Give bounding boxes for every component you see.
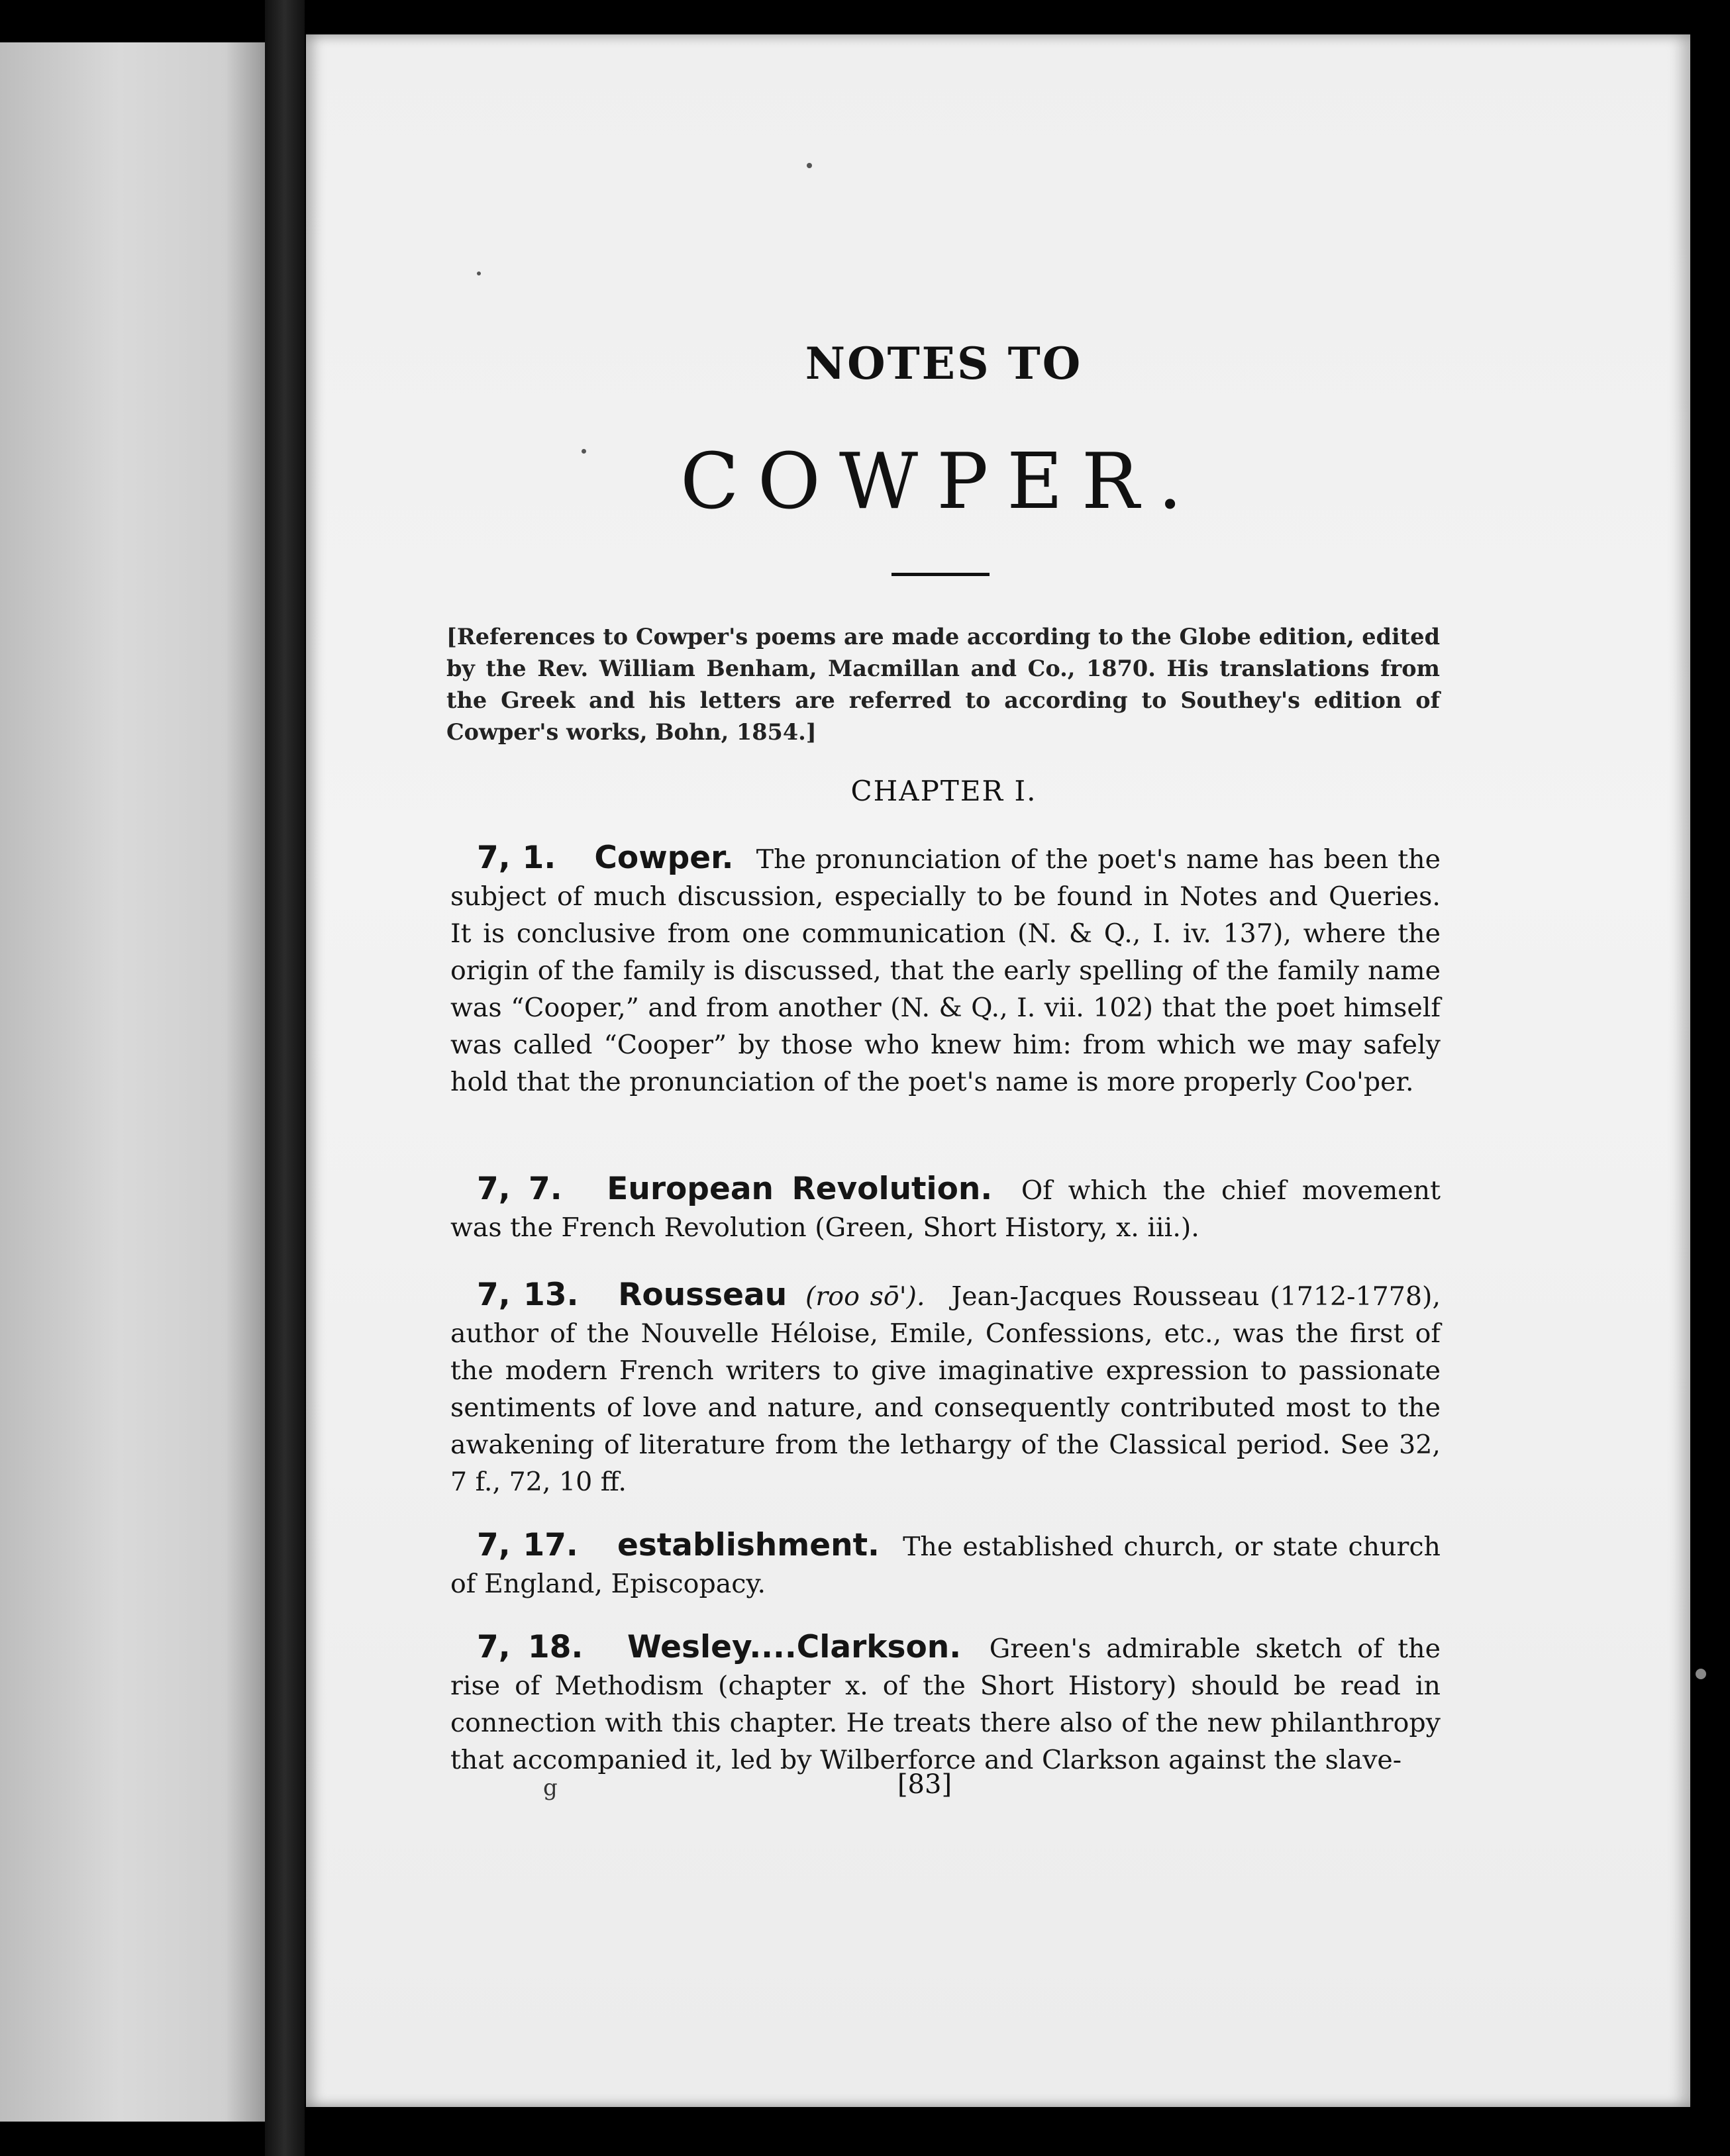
note-reference: 7, 17. [477,1527,578,1563]
note-reference: 7, 13. [477,1277,579,1313]
note-reference: 7, 18. [477,1629,584,1665]
note-text: Of which the chief movement was the French Revolution (Green, Short History, x. iii.). [450,1175,1441,1243]
left-page-edge [0,42,265,2122]
signature-mark: g [543,1775,558,1801]
scan-speck [477,271,481,275]
scan-speck [807,163,812,168]
note-text: The pronunciation of the poet's name has been the subject of much discussion, especially to be found in Notes and Queries. It is conclusive from one communication (N. & Q., I. iv. 137), where the origin of the family is discussed, that the early spelling of the family name was “Cooper,” and from another (N. & Q., I. vii. 102) that the poet himself was called “Cooper” by those who knew him: from which we may safely hold that the pronunciation of the poet's name is more properly Coo'per. [450,844,1441,1097]
references-note: [References to Cowper's poems are made according to the Globe edition, edited by the Rev. William Benham, Macmillan and Co., 1870. His translations from the Greek and his letters are referred to according to Southey's edition of Cowper's works, Bohn, 1854.] [446,624,1440,745]
note-heading: Cowper. [594,840,734,876]
note-heading: European Revolution. [607,1171,993,1207]
note-text: The established church, or state church of England, Episcopacy. [450,1532,1441,1599]
note-cowper [450,840,1441,1101]
note-reference: 7, 7. [477,1171,562,1207]
title-rule [891,573,990,576]
note-heading: establishment. [617,1527,880,1563]
note-reference: 7, 1. [477,840,556,876]
note-wesley-clarkson [450,1629,1441,1779]
page-number: [83] [897,1769,952,1800]
title-cowper: COWPER. [680,437,1201,526]
scan-speck [582,449,586,454]
note-rousseau [450,1277,1441,1500]
note-text: Jean-Jacques Rousseau (1712-1778), author of the Nouvelle Héloise, Emile, Confessions, etc., was the first of the modern French writers to give imaginative expression to passionate sentiments of love and nature, and consequently contributed most to the awakening of literature from the lethargy of the Classical period. See 32, 7 f., 72, 10 ff. [450,1281,1441,1497]
note-heading: Wesley....Clarkson. [627,1629,962,1665]
note-establishment [450,1527,1441,1602]
note-heading: Rousseau [618,1277,788,1313]
scan-speck [1696,1669,1706,1679]
note-pronunciation: (roo sō'). [805,1281,925,1312]
title-notes-to: NOTES TO [805,338,1083,389]
note-european-revolution [450,1171,1441,1246]
chapter-heading: CHAPTER I. [850,775,1037,807]
book-gutter [265,0,305,2156]
note-text: Green's admirable sketch of the rise of Methodism (chapter x. of the Short History) should be read in connection with this chapter. He treats there also of the new philanthropy that accompanied it, led by Wilberforce and Clarkson against the slave- [450,1634,1441,1775]
